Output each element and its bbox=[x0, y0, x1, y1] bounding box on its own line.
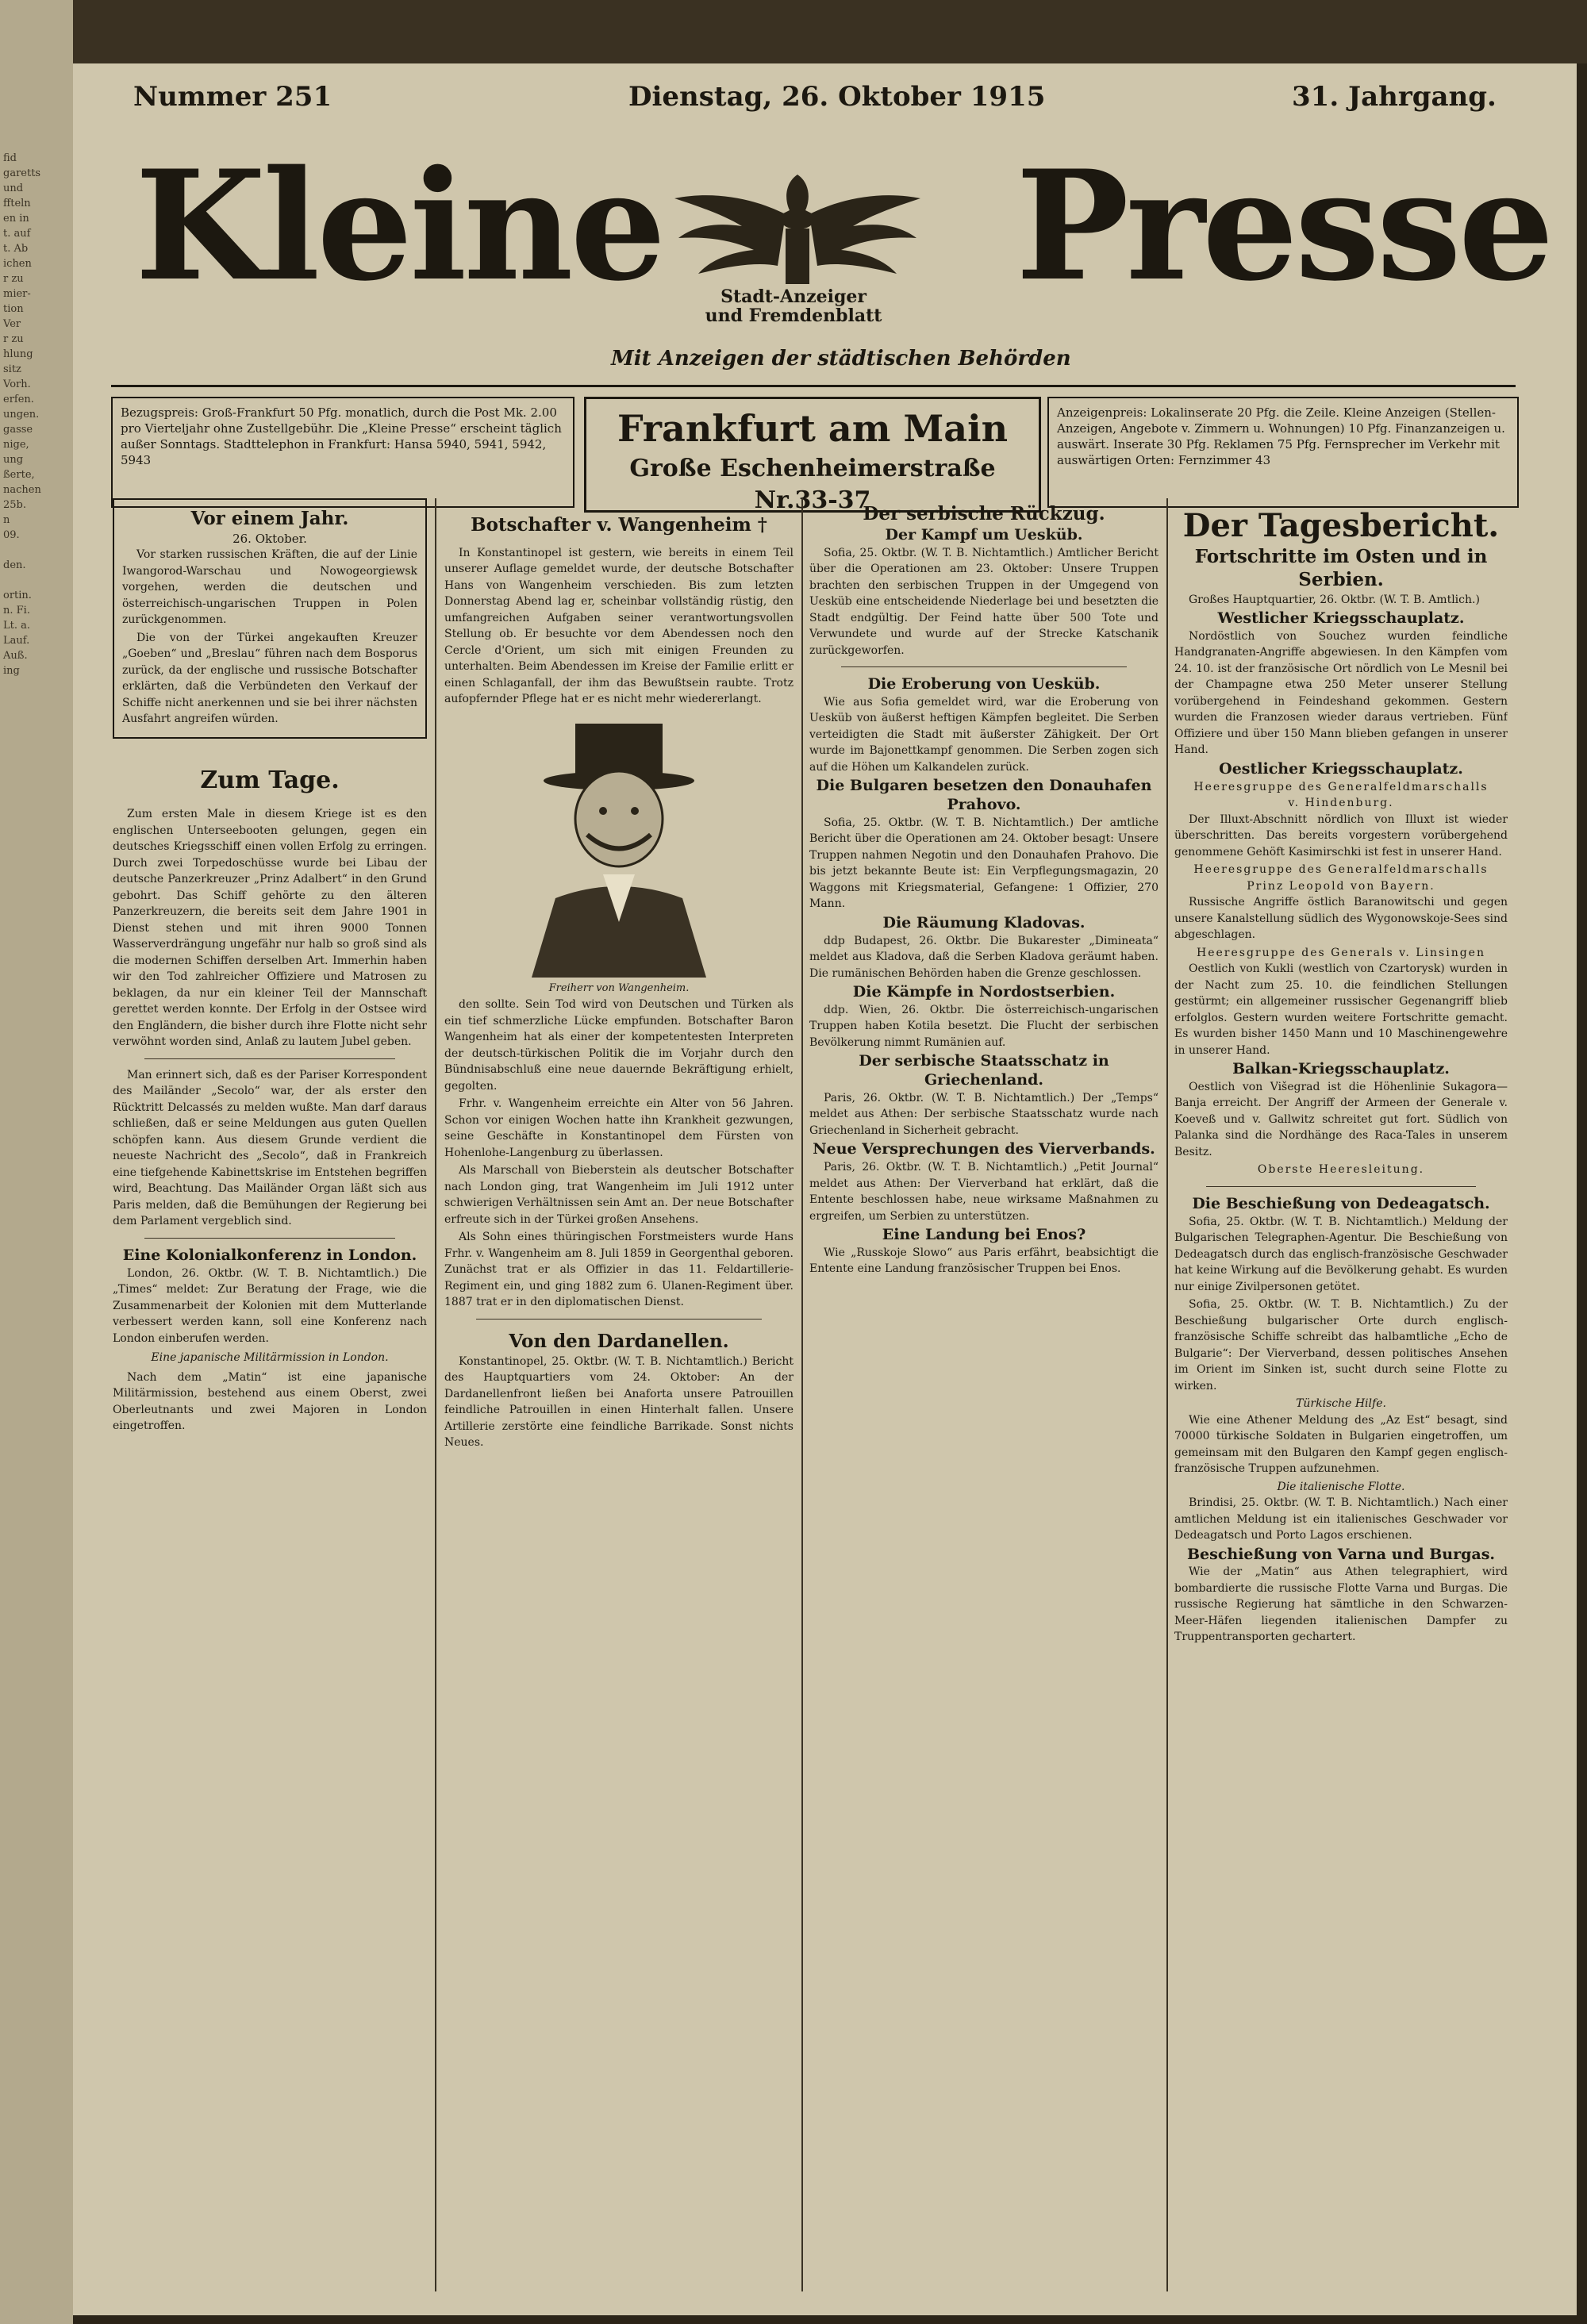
edge-fragment: Lauf. bbox=[3, 635, 30, 647]
article-paragraph: Konstantinopel, 25. Oktbr. (W. T. B. Nichtamtlich.) Bericht des Hauptquartiers vom 24. Oktober: An der Dardanellenfront ließen bei Anaforta unsere Patrouillen feindliche Patrouillen in einen Hinterhalt fallen. Unsere Artillerie zerstörte eine feindliche Barrikade. Sonst nichts Neues. bbox=[444, 1354, 794, 1449]
masthead-title-left: Kleine bbox=[135, 137, 663, 314]
subtitle-line-1: Stadt-Anzeiger bbox=[720, 286, 867, 307]
edge-fragment bbox=[3, 543, 73, 558]
header-rule bbox=[111, 385, 1516, 387]
section-title: Oestlicher Kriegsschauplatz. bbox=[1219, 759, 1463, 778]
edge-fragment: ungen. bbox=[3, 409, 40, 421]
edge-fragment: ßerte, bbox=[3, 469, 35, 481]
street-address: Große Eschenheimerstraße Nr.33-37 bbox=[629, 455, 996, 514]
year-ago-paragraph: Die von der Türkei angekauften Kreuzer „Goeben“ und „Breslau“ führen nach dem Bosporus zurück, da der englische und russische Botschafter erklärten, daß die Verbündeten den Verkauf der Schiffe nicht anerkennen und sie bei ihrer nächsten Ausfahrt angreifen würden. bbox=[122, 631, 417, 726]
article-title: Die Beschießung von Dedeagatsch. bbox=[1192, 1194, 1490, 1212]
article-title: Von den Dardanellen. bbox=[509, 1330, 729, 1352]
column-1 bbox=[113, 498, 427, 2284]
edge-fragment: gasse bbox=[3, 424, 33, 436]
edge-fragment: ffteln bbox=[3, 198, 31, 209]
army-group: Heeresgruppe des Generals v. Linsingen bbox=[1197, 946, 1485, 959]
edge-fragment: den. bbox=[3, 559, 26, 571]
dateline: Großes Hauptquartier, 26. Oktbr. (W. T. B. Amtlich.) bbox=[1189, 593, 1480, 606]
adjacent-page-edge bbox=[0, 0, 73, 2324]
article-title: Eine Landung bei Enos? bbox=[882, 1226, 1086, 1243]
edge-fragment bbox=[3, 573, 73, 588]
article-title: Der serbische Rückzug. bbox=[863, 503, 1105, 524]
column-divider bbox=[435, 498, 436, 2291]
article-title: Der serbische Staatsschatz in Griechenland. bbox=[859, 1052, 1109, 1089]
article-paragraph: Oestlich von Višegrad ist die Höhenlinie Sukagora—Banja erreicht. Der Angriff der Armeen der Generale v. Koeveß und v. Gallwitz schreitet gut fort. Südlich von Palanka sind die Nordhänge des Raca-Tales in unserem Besitz. bbox=[1174, 1080, 1508, 1158]
article-subtitle: Der Kampf um Uesküb. bbox=[885, 525, 1083, 544]
volume-year: 31. Jahrgang. bbox=[1292, 81, 1497, 113]
subscription-info: Bezugspreis: Groß-Frankfurt 50 Pfg. monatlich, durch die Post Mk. 2.00 pro Vierteljahr ohne Zustellgebühr. Die „Kleine Presse“ erscheint täglich außer Sonntags. Stadttelephon in Frankfurt: Hansa 5940, 5941, 5942, 5943 bbox=[111, 397, 574, 508]
column-divider bbox=[1166, 498, 1168, 2291]
article-title: Die Bulgaren besetzen den Donauhafen Prahovo. bbox=[816, 777, 1152, 813]
issue-date: Dienstag, 26. Oktober 1915 bbox=[628, 81, 1046, 113]
separator bbox=[144, 1058, 395, 1059]
article-paragraph: Sofia, 25. Oktbr. (W. T. B. Nichtamtlich.) Zu der Beschießung bulgarischer Orte durch englisch-französische Schiffe schreibt das halbamtliche „Echo de Bulgarie“: Der Vierverband, dessen politisches Ansehen im Orient im Sinken ist, sucht durch seine Flotte zu wirken. bbox=[1174, 1298, 1508, 1392]
article-paragraph: Paris, 26. Oktbr. (W. T. B. Nichtamtlich.) „Petit Journal“ meldet aus Athen: Der Vierverband hat erklärt, daß die Entente beschlossen habe, neue wirksame Maßnahmen zu ergreifen, um Serbien zu unterstützen. bbox=[809, 1161, 1159, 1223]
article-paragraph: ddp. Wien, 26. Oktbr. Die österreichisch-ungarischen Truppen haben Kotila besetzt. Die Flucht der serbischen Bevölkerung nimmt Rumänien auf. bbox=[809, 1003, 1159, 1049]
edge-fragment: r zu bbox=[3, 273, 24, 285]
column-divider bbox=[801, 498, 803, 2291]
article-title: Beschießung von Varna und Burgas. bbox=[1186, 1545, 1495, 1563]
edge-fragment: 09. bbox=[3, 529, 20, 541]
article-paragraph: ddp Budapest, 26. Oktbr. Die Bukarester „Dimineata“ meldet aus Kladova, daß die Serben Kladova geräumt haben. Die rumänischen Behörden haben die Grenze geschlossen. bbox=[809, 934, 1159, 980]
section-title: Westlicher Kriegsschauplatz. bbox=[1217, 609, 1465, 627]
article-title: Die Kämpfe in Nordostserbien. bbox=[852, 983, 1116, 1001]
article-paragraph: Frhr. v. Wangenheim erreichte ein Alter von 56 Jahren. Schon vor einigen Wochen hatte ihn Krankheit gezwungen, seine Geschäfte in Konstantinopel dem Fürsten von Hohenlohe-Langenburg zu überlassen. bbox=[444, 1097, 794, 1159]
separator bbox=[1206, 1186, 1476, 1187]
edge-fragment: Vorh. bbox=[3, 378, 31, 390]
article-paragraph: Sofia, 25. Oktbr. (W. T. B. Nichtamtlich.) Der amtliche Bericht über die Operationen am 24. Oktober besagt: Unsere Truppen nahmen Negotin und den Donauhafen Prahovo. Die bis jetzt bekannte Beute ist: Ein Verpflegungsmagazin, 20 Waggons mit Kriegsmaterial, Gefangene: 1 Offizier, 270 Mann. bbox=[809, 816, 1159, 911]
article-paragraph: Zum ersten Male in diesem Kriege ist es den englischen Unterseebooten gelungen, gegen ein deutsches Kriegsschiff einen vollen Erfolg zu erringen. Durch zwei Torpedoschüsse wurde bei Libau der deutsche Panzerkreuzer „Prinz Adalbert“ in den Grund gebohrt. Das Schiff gehörte zu den älteren Panzerkreuzern, die bereits seit dem Jahre 1901 in Dienst stehen und mit ihren 9000 Tonnen Wasserverdrängung ungefähr nur halb so groß sind als die modernen Schiffen derselben Art. Immerhin haben wir den Tod zahlreicher Offiziere und Matrosen zu beklagen, da nur ein kleiner Teil der Mannschaft gerettet werden konnte. Der Erfolg in der Ostsee wird den Engländern, die bisher durch ihre Flotte nicht sehr verwöhnt worden sind, Anlaß zu lautem Jubel geben. bbox=[113, 808, 427, 1049]
article-paragraph: Russische Angriffe östlich Baranowitschi und gegen unsere Kanalstellung südlich des Wygonowskoje-Sees sind abgeschlagen. bbox=[1174, 896, 1508, 941]
edge-fragment: n bbox=[3, 514, 10, 526]
portrait-caption: Freiherr von Wangenheim. bbox=[548, 981, 690, 994]
article-title: Die Räumung Kladovas. bbox=[882, 913, 1086, 932]
article-paragraph: Der Illuxt-Abschnitt nördlich von Illuxt ist wieder überschritten. Das bereits vorgestern vorübergehend genommene Gehöft Kasimirschki ist fest in unserer Hand. bbox=[1174, 812, 1508, 859]
article-subtitle: Türkische Hilfe. bbox=[1296, 1397, 1386, 1410]
edge-fragment: mier- bbox=[3, 288, 31, 300]
edge-fragment: erfen. bbox=[3, 394, 34, 405]
adjacent-page-text bbox=[0, 0, 73, 678]
article-paragraph: Brindisi, 25. Oktbr. (W. T. B. Nichtamtlich.) Nach einer amtlichen Meldung ist ein italienisches Geschwader vor Dedeagatsch und Porto Lagos erschienen. bbox=[1174, 1496, 1508, 1542]
edge-fragment: und bbox=[3, 182, 24, 194]
zum-tage-title: Zum Tage. bbox=[200, 766, 340, 794]
article-paragraph: Wie aus Sofia gemeldet wird, war die Eroberung von Uesküb von äußerst heftigen Kämpfen begleitet. Die Serben verteidigten die Stadt mit äußerster Zähigkeit. Der Ort wurde im Bajonettkampf genommen. Die Serben zogen sich auf die Höhen um Kalkandelen zurück. bbox=[809, 695, 1159, 774]
edge-fragment: tion bbox=[3, 303, 24, 315]
edge-fragment: hlung bbox=[3, 348, 33, 360]
issue-number: Nummer 251 bbox=[133, 81, 332, 113]
article-paragraph: Nach dem „Matin“ ist eine japanische Militärmission, bestehend aus einem Oberst, zwei Oberleutnants und zwei Majoren in London eingetroffen. bbox=[113, 1370, 427, 1432]
edge-fragment: nachen bbox=[3, 484, 41, 496]
masthead-title-right: Presse bbox=[1016, 137, 1551, 314]
masthead-subtitle bbox=[663, 287, 924, 325]
article-paragraph: Paris, 26. Oktbr. (W. T. B. Nichtamtlich.) Der „Temps“ meldet aus Athen: Der serbische Staatsschatz wurde nach Griechenland in Sicherheit gebracht. bbox=[809, 1091, 1159, 1137]
year-ago-box bbox=[113, 498, 427, 739]
edge-fragment: garetts bbox=[3, 167, 41, 179]
article-subtitle: Die italienische Flotte. bbox=[1277, 1480, 1405, 1493]
article-paragraph: Wie eine Athener Meldung des „Az Est“ besagt, sind 70000 türkische Soldaten in Bulgarien eingetroffen, um gemeinsam mit den Bulgaren den Kampf gegen englisch-französische Truppen aufzunehmen. bbox=[1174, 1413, 1508, 1475]
edge-fragment: Auß. bbox=[3, 650, 28, 662]
article-paragraph: Als Sohn eines thüringischen Forstmeisters wurde Hans Frhr. v. Wangenheim am 8. Juli 1859 in Georgenthal geboren. Zunächst trat er als Offizier in das 11. Feldartillerie-Regiment ein, und ging 1882 zum 6. Ulanen-Regiment über. 1887 trat er in den diplomatischen Dienst. bbox=[444, 1231, 794, 1309]
edge-fragment: nige, bbox=[3, 439, 29, 451]
article-title: Neue Versprechungen des Vierverbands. bbox=[813, 1140, 1155, 1158]
army-group: Heeresgruppe des Generalfeldmarschalls bbox=[1193, 863, 1489, 876]
army-group: Heeresgruppe des Generalfeldmarschalls bbox=[1193, 780, 1489, 793]
year-ago-date: 26. Oktober. bbox=[232, 531, 307, 546]
article-paragraph: In Konstantinopel ist gestern, wie bereits in einem Teil unserer Auflage gemeldet wurde, der deutsche Botschafter Hans von Wangenheim verschieden. Bis zum letzten Donnerstag Abend lag er, scheinbar vollständig rüstig, den umfangreichen Aufgaben seiner verantwortungsvollen Stellung ob. Er besuchte vor dem Abendessen noch den Cercle d'Orient, um sich mit einigen Freunden zu unterhalten. Beim Abendessen im Kreise der Familie erlitt er einen Schlaganfall, der ihm das Bewußtsein raubte. Trotz aufopfernder Pflege hat er es nicht mehr wiedererlangt. bbox=[444, 546, 794, 706]
edge-fragment: 25b. bbox=[3, 499, 26, 511]
signature: Oberste Heeresleitung. bbox=[1257, 1163, 1425, 1177]
separator bbox=[841, 666, 1127, 667]
office-address-box bbox=[584, 397, 1041, 513]
scan-top-border bbox=[0, 0, 1587, 63]
subtitle-line-2: und Fremdenblatt bbox=[705, 305, 882, 326]
edge-fragment: Ver bbox=[3, 318, 21, 330]
edge-fragment: en in bbox=[3, 213, 29, 225]
edge-fragment: r zu bbox=[3, 333, 24, 345]
article-paragraph: Wie „Russkoje Slowo“ aus Paris erfährt, beabsichtigt die Entente eine Landung französischer Truppen bei Enos. bbox=[809, 1246, 1159, 1276]
advertising-rates: Anzeigenpreis: Lokalinserate 20 Pfg. die Zeile. Kleine Anzeigen (Stellen-Anzeigen, Angebote v. Zimmern u. Wohnungen) 10 Pfg. Finanzanzeigen u. auswärt. Inserate 30 Pfg. Reklamen 75 Pfg. Fernsprecher im Verkehr mit auswärtigen Orten: Fernzimmer 43 bbox=[1047, 397, 1519, 508]
article-paragraph: London, 26. Oktbr. (W. T. B. Nichtamtlich.) Die „Times“ meldet: Zur Beratung der Frage, wie die Zusammenarbeit der Kolonien mit dem Mutterlande verbessert werden kann, soll eine Konferenz nach London einberufen werden. bbox=[113, 1266, 427, 1345]
tagesbericht-title: Der Tagesbericht. bbox=[1182, 507, 1500, 544]
army-group: v. Hindenburg. bbox=[1288, 797, 1394, 809]
army-group: Prinz Leopold von Bayern. bbox=[1247, 879, 1435, 893]
article-paragraph: Wie der „Matin“ aus Athen telegraphiert, wird bombardierte die russische Flotte Varna und Burgas. Die russische Regierung hat sämtliche in den Schwarzen-Meer-Häfen liegenden italienischen Dampfer zu Truppentransporten gechartert. bbox=[1174, 1565, 1508, 1644]
edge-fragment: n. Fi. bbox=[3, 605, 30, 617]
section-title: Balkan-Kriegsschauplatz. bbox=[1232, 1060, 1450, 1077]
separator bbox=[144, 1238, 395, 1239]
city-name: Frankfurt am Main bbox=[617, 407, 1009, 450]
article-paragraph: Sofia, 25. Oktbr. (W. T. B. Nichtamtlich.) Amtlicher Bericht über die Operationen am 23. Oktober: Unsere Truppen brachten den serbischen Truppen in der Umgegend von Uesküb eine entscheidende Niederlage bei und besetzten die Stadt endgültig. Der Feind hatte über 500 Tote und Verwundete und wurde auf der Strecke Katschanik zurückgeworfen. bbox=[809, 546, 1159, 657]
edge-fragment: sitz bbox=[3, 363, 21, 375]
article-title: Die Eroberung von Uesküb. bbox=[867, 675, 1101, 693]
edge-fragment: ichen bbox=[3, 258, 32, 270]
tagesbericht-subtitle: Fortschritte im Osten und in Serbien. bbox=[1194, 546, 1488, 590]
edge-fragment: fid bbox=[3, 152, 17, 164]
article-title: Botschafter v. Wangenheim † bbox=[471, 514, 767, 536]
article-paragraph: Nordöstlich von Souchez wurden feindliche Handgranaten-Angriffe abgewiesen. In den Kämpfen vom 24. 10. ist der französische Ort nördlich von Le Mesnil bei der Champagne etwa 250 Meter unserer Stellung vorübergehend in Feindeshand gekommen. Gestern wurden die Franzosen wieder daraus vertrieben. Fünf Offiziere und über 150 Mann blieben gefangen in unserer Hand. bbox=[1174, 629, 1508, 757]
edge-fragment: ung bbox=[3, 454, 24, 466]
column-2 bbox=[444, 498, 794, 2284]
masthead-tagline: Mit Anzeigen der städtischen Behörden bbox=[611, 347, 1071, 371]
edge-fragment: ing bbox=[3, 665, 20, 677]
year-ago-title: Vor einem Jahr. bbox=[190, 508, 349, 529]
column-4 bbox=[1174, 498, 1508, 2284]
article-paragraph: Man erinnert sich, daß es der Pariser Korrespondent des Mailänder „Secolo“ war, der als erster den Rücktritt Delcassés zu melden wußte. Man darf daraus schließen, daß er seine Meldungen aus guten Quellen schöpfen kann. Aus diesem Grunde verdient die neueste Nachricht des „Secolo“, daß in Frankreich eine tiefgehende Kabinettskrise im Entstehen begriffen wird, Beachtung. Das Mailänder Organ läßt sich aus Paris melden, daß die Bemühungen der Regierung bei dem Parlament vergeblich sind. bbox=[113, 1068, 427, 1228]
year-ago-paragraph: Vor starken russischen Kräften, die auf der Linie Iwangorod-Warschau und Nowogeorgiewsk vorgehen, werden die deutschen und österreichisch-ungarischen Truppen in Polen zurückgenommen. bbox=[122, 548, 417, 627]
article-paragraph: Sofia, 25. Oktbr. (W. T. B. Nichtamtlich.) Meldung der Bulgarischen Telegraphen-Agentur. Die Beschießung von Dedeagatsch durch das englisch-französische Geschwader hat keine Wirkung auf die Bevölkerung gehabt. Es wurden nur einige Zivilpersonen getötet. bbox=[1174, 1215, 1508, 1293]
article-paragraph: Als Marschall von Bieberstein als deutscher Botschafter nach London ging, trat Wangenheim im Juli 1912 unter schwierigen Verhältnissen sein Amt an. Der neue Botschafter erfreute sich in der Türkei großen Ansehens. bbox=[444, 1164, 794, 1226]
article-paragraph: Oestlich von Kukli (westlich von Czartorysk) wurden in der Nacht zum 25. 10. die feindlichen Stellungen gestürmt; ein allgemeiner russischer Gegenangriff blieb erfolglos. Gestern wurden weitere Fortschritte gemacht. Es wurden bisher 1450 Mann und 10 Maschinengewehre in unserer Hand. bbox=[1174, 962, 1508, 1057]
article-subtitle: Eine japanische Militärmission in London. bbox=[151, 1351, 389, 1364]
article-title: Eine Kolonialkonferenz in London. bbox=[122, 1246, 417, 1264]
edge-fragment: t. Ab bbox=[3, 243, 29, 255]
edge-fragment: Lt. a. bbox=[3, 620, 31, 632]
edge-fragment: ortin. bbox=[3, 590, 32, 601]
column-3 bbox=[809, 498, 1159, 2284]
portrait-image bbox=[500, 716, 738, 978]
edge-fragment: t. auf bbox=[3, 228, 31, 240]
article-paragraph: den sollte. Sein Tod wird von Deutschen und Türken als ein tief schmerzliche Lücke empfunden. Botschafter Baron Wangenheim hat als einer der kompetentesten Interpreten der deutsch-türkischen Politik die im Vorjahr durch den Bündnisabschluß eine neue dauernde Bekräftigung erhielt, gegolten. bbox=[444, 998, 794, 1093]
